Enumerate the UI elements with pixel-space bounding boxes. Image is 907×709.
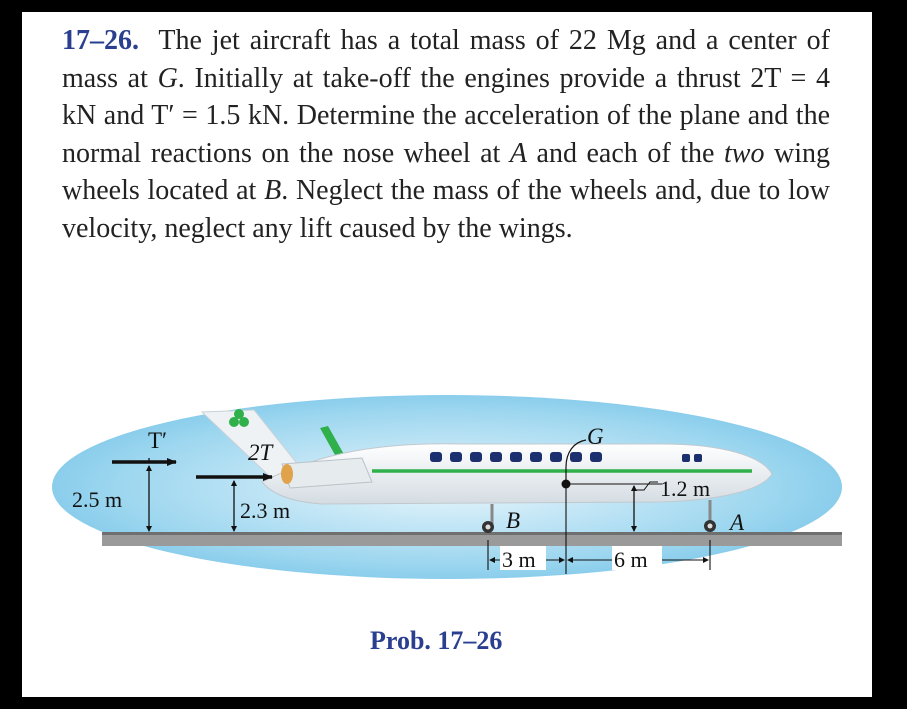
- text-part-3: . Determine the acceleration of the plane and the normal reactions on the nose wheel at: [62, 100, 830, 169]
- text-b: B: [264, 175, 282, 206]
- text-thrust-t: T′ = 1.5 kN: [151, 100, 283, 131]
- text-and: and: [96, 100, 152, 131]
- text-part-2: . Initially at take-off the engines provide a thrust: [177, 62, 751, 94]
- text-part-5: wing wheels located at: [62, 137, 831, 206]
- text-two: two: [723, 137, 765, 169]
- dim-2-5-label: 2.5 m: [72, 487, 123, 512]
- dim-2-3-label: 2.3 m: [240, 498, 291, 523]
- aircraft-figure: [22, 12, 872, 697]
- text-part-4: and each of the: [526, 137, 724, 169]
- figure-caption: Prob. 17–26: [370, 626, 503, 655]
- text-part-6: . Neglect the mass of the wheels and, due to low velocity, neglect any lift caused by the wings.: [62, 175, 830, 244]
- text-thrust-2t: 2T = 4 kN: [62, 62, 831, 131]
- problem-page: [22, 12, 872, 697]
- dim-1-2-label: 1.2 m: [660, 476, 711, 501]
- text-g: G: [157, 62, 178, 94]
- dim-6-label: 6 m: [614, 547, 648, 572]
- text-part-1: The jet aircraft has a total mass of 22 Mg and a center of mass at: [62, 25, 830, 94]
- label-t-prime: T′: [148, 428, 168, 453]
- label-b: B: [506, 508, 521, 533]
- dim-3-label: 3 m: [502, 547, 536, 572]
- problem-number: 17–26.: [62, 25, 139, 56]
- label-2t: 2T: [248, 440, 273, 465]
- label-a: A: [730, 510, 745, 535]
- label-g: G: [587, 424, 604, 449]
- text-a: A: [509, 137, 527, 169]
